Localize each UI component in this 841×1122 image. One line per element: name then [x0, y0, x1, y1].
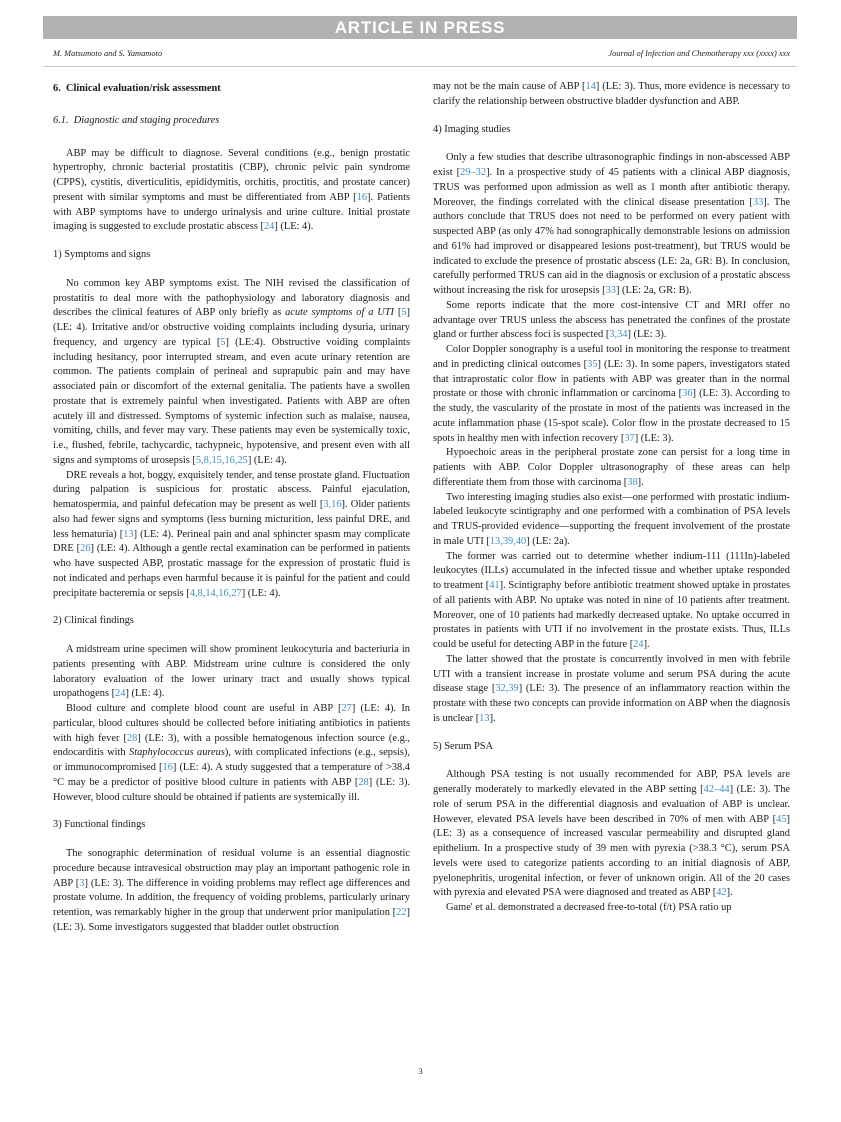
running-head	[53, 49, 790, 58]
article-in-press-banner: ARTICLE IN PRESS	[43, 16, 797, 39]
citation-link[interactable]: 37	[624, 432, 635, 444]
list-heading: 5) Serum PSA	[433, 740, 494, 752]
citation-link[interactable]: 24	[633, 639, 644, 650]
citation-link[interactable]: 45	[776, 813, 787, 825]
header-divider	[43, 66, 797, 67]
paragraph: Hypoechoic areas in the peripheral prostate zone can persist for a long time in patients with ABP. Color Doppler ultrasonography of these areas can help differentiate them from those with carcinoma [38].	[433, 447, 790, 488]
citation-link[interactable]: 24	[263, 221, 275, 233]
subsection-heading: 6.1. Diagnostic and staging procedures	[53, 114, 220, 126]
citation-link[interactable]: 36	[682, 388, 693, 400]
citation-link[interactable]: 14	[585, 81, 596, 92]
citation-link[interactable]: 16	[356, 191, 368, 203]
citation-link[interactable]: 42	[716, 887, 727, 899]
citation-link[interactable]: 5,8,15,16,25	[195, 454, 248, 466]
paragraph: No common key ABP symptoms exist. The NIH revised the classification of prostatitis to deal more with the pathophysiology and laboratory diagnosis and describes the clinical features of ABP only briefly as acute symptoms of a UTI [5] (LE: 4). Irritative and/or obstructive voiding complaints including dysuria, urinary frequency, and urgency are typical [5] (LE:4). Obstructive voiding complaints including hesitancy, poor interrupted stream, and even acute urinary retention are common. The patients complain of perineal and suprapubic pain and may have associated pain or discomfort of the external genitalia. The patients have a swollen prostate that is extremely painful when investigated. Patients with ABP are often acutely ill and distressed. Symptoms of systemic infection such as malaise, nausea, vomiting, chills, and fever may vary. These patients may even be systemically toxic, i.e., flushed, febrile, tachycardic, tachypneic, hypotensive, and present even with all signs and symptoms of urosepsis [5,8,15,16,25] (LE: 4).	[53, 277, 410, 466]
paragraph: Blood culture and complete blood count are useful in ABP [27] (LE: 4). In particular, blood cultures should be collected before initiating antibiotics in patients with high fever [28] (LE: 3), with a possible hematogenous infection source (e.g., endocarditis with Staphylococcus aureus), with complicated infections (e.g., sepsis), or immunocompromised [16] (LE: 4). A study suggested that a temperature of >38.4 °C may be a predictor of positive blood culture in patients with ABP [28] (LE: 3). However, blood culture should be obtained if patients are systemically ill.	[53, 703, 410, 803]
list-heading: 2) Clinical findings	[53, 615, 134, 627]
citation-link[interactable]: 3,34	[609, 329, 628, 341]
list-heading: 4) Imaging studies	[433, 123, 511, 135]
list-heading: 3) Functional findings	[53, 819, 146, 831]
paragraph: Game' et al. demonstrated a decreased free-to-total (f/t) PSA ratio up	[446, 902, 732, 913]
paragraph: DRE reveals a hot, boggy, exquisitely tender, and tense prostate gland. Fluctuation during palpation is suspicious for prostatic abscess. Painful ejaculation, hematospermia, and painful defecation may be present as well [3,16]. Older patients also had fewer signs and symptoms (less burning micturition, less painful DRE, and less hematuria) [13] (LE: 4). Perineal pain and anal sphincter spasm may complicate DRE [26] (LE: 4). Although a gentle rectal examination can be performed in patients who have suspected ABP, prostatic massage for the expression of prostatic fluid is not indicated and perhaps even harmful because it is painful for the patient and could precipitate bacteremia or sepsis [4,8,14,16,27] (LE: 4).	[53, 469, 410, 599]
citation-link[interactable]: 13	[123, 528, 134, 540]
citation-link[interactable]: 29–32	[460, 167, 487, 178]
citation-link[interactable]: 13,39,40	[489, 535, 527, 547]
citation-link[interactable]: 28	[358, 776, 369, 788]
citation-link[interactable]: 28	[126, 732, 138, 744]
citation-link[interactable]: 24	[115, 688, 126, 700]
section-heading: 6. Clinical evaluation/risk assessment	[53, 83, 221, 94]
left-column	[53, 80, 410, 1072]
paragraph: The latter showed that the prostate is concurrently involved in men with febrile UTI with a transient increase in prostate volume and serum PSA during the acute disease stage [32,39] (LE: 3). The presence of an inflammatory reaction within the prostate with these two concepts can provide information on ABP when the diagnosis is unclear [13].	[433, 653, 790, 724]
running-head-journal: Journal of Infection and Chemotherapy xxx (xxxx) xxx	[608, 49, 790, 58]
paragraph-noindent: may not be the main cause of ABP [14] (LE: 3). Thus, more evidence is necessary to clarify the relationship between obstructive bladder dysfunction and ABP.	[433, 81, 790, 107]
citation-link[interactable]: 35	[587, 358, 598, 370]
citation-link[interactable]: 22	[396, 907, 407, 918]
paragraph: Some reports indicate that the more cost-intensive CT and MRI offer no advantage over TRUS unless the abscess has penetrated the confines of the prostate gland or further abscess foci is suspected [3,34] (LE: 3).	[433, 299, 790, 341]
citation-link[interactable]: 26	[80, 543, 91, 555]
paragraph: The sonographic determination of residual volume is an essential diagnostic procedure because intravesical obstruction may play an important pathogenic role in ABP [3] (LE: 3). The difference in voiding problems may reflect age differences and prostate volume. In addition, the frequency of voiding problems, particularly urinary retention, was remarkably higher in the group that underwent prior manipulation [22] (LE: 3). Some investigators suggested that bladder outlet obstruction	[53, 848, 410, 933]
paragraph: Two interesting imaging studies also exist—one performed with prostatic indium-labeled leukocyte scintigraphy and one performed with a combination of PSA levels and TRUS-provided evidence—supporting the frequent involvement of the prostate in male UTI [13,39,40] (LE: 2a).	[433, 491, 790, 547]
article-body	[53, 80, 790, 1072]
citation-link[interactable]: 42–44	[703, 784, 730, 795]
citation-link[interactable]: 33	[605, 285, 616, 296]
italic-text: acute symptoms of a UTI	[285, 307, 395, 319]
running-head-authors: M. Matsumoto and S. Yamamoto	[53, 49, 163, 58]
citation-link[interactable]: 4,8,14,16,27	[189, 587, 242, 599]
citation-link[interactable]: 27	[341, 703, 352, 714]
paragraph: A midstream urine specimen will show prominent leukocyturia and bacteriuria in patients presenting with ABP. Midstream urine culture is considered the only laboratory evaluation of the lower urinary tract and usually shows typical uropathogens [24] (LE: 4).	[53, 644, 410, 700]
right-column	[433, 80, 790, 1072]
citation-link[interactable]: 32,39	[495, 683, 519, 695]
page-number: 3	[418, 1066, 423, 1076]
paragraph: ABP may be difficult to diagnose. Several conditions (e.g., benign prostatic hypertrophy, chronic bacterial prostatitis (CBP), chronic pelvic pain syndrome (CPPS), cystitis, diverticulitis, epididymitis, orchitis, proctitis, and prostate cancer) present with similar symptoms and must be differentiated from ABP [16]. Patients with ABP symptoms have to undergo urinalysis and urine culture. Initial prostate imaging is suggested to exclude prostatic abscess [24] (LE: 4).	[53, 147, 410, 233]
list-heading: 1) Symptoms and signs	[53, 249, 151, 260]
citation-link[interactable]: 38	[627, 476, 638, 488]
paragraph: Only a few studies that describe ultrasonographic findings in non-abscessed ABP exist [29–32]. In a prospective study of 45 patients with a clinical ABP diagnosis, TRUS was performed upon admission as well as 1 month after antibiotic therapy. Moreover, the findings correlated with the clinical disease presentation [33]. The authors conclude that TRUS does not need to be performed on every patient with suspected ABP (as only 47% had sonographically demonstrable lesions on admission and 61% had improved or disappeared lesions post-treatment), but TRUS would be indicated to exclude the presence of prostatic abscess (LE: 2a, GR: B). In conclusion, carefully performed TRUS can aid in the diagnosis or exclusion of a prostatic abscess without increasing the risk for urosepsis [33] (LE: 2a, GR: B).	[433, 152, 790, 296]
paragraph: The former was carried out to determine whether indium-111 (111In)-labeled leukocytes (ILLs) accumulated in the infected tissue and whether uptake responded to treatment [41]. Scintigraphy before antibiotic treatment showed uptake in prostates of all patients with ABP. No uptake was noted in nine of 10 patients after treatment. Moreover, one of 10 patients had markedly decreased uptake. No uptake occurred in prostates in patients with UTI if no involvement in the prostate exists. Thus, ILLs could be useful for detecting ABP in the future [24].	[433, 550, 790, 650]
citation-link[interactable]: 5	[220, 336, 226, 348]
italic-text: Staphylococcus aureus	[129, 747, 225, 759]
citation-link[interactable]: 13	[479, 712, 490, 724]
citation-link[interactable]: 5	[401, 307, 407, 319]
citation-link[interactable]: 41	[489, 580, 500, 591]
citation-link[interactable]: 16	[162, 762, 173, 773]
paragraph: Color Doppler sonography is a useful tool in monitoring the response to treatment and in predicting clinical outcomes [35] (LE: 3). In some papers, investigators stated that intraprostatic color flow in patients with ABP was greater than in the normal prostate or those with chronic inflammation or carcinoma [36] (LE: 3). According to the study, the vascularity of the prostate in most of the patients was increased in the acute inflammation phase (15-spot scale). Color flow in the prostate decreased to 15 spots in healthy men with infection recovery [37] (LE: 3).	[433, 344, 790, 444]
citation-link[interactable]: 3	[79, 877, 85, 889]
citation-link[interactable]: 33	[752, 196, 764, 208]
citation-link[interactable]: 3,16	[323, 499, 342, 510]
paragraph: Although PSA testing is not usually recommended for ABP, PSA levels are generally moderately to markedly elevated in the ABP setting [42–44] (LE: 3). The role of serum PSA in the differential diagnosis and evaluation of ABP is unclear. However, elevated PSA levels have been described in 70% of men with ABP [45] (LE: 3) as a consequence of increased vascular permeability and disrupted gland epithelium. In a prospective study of 39 men with pyrexia (>38.3 °C), serum PSA levels were used to categorize patients according to an initial diagnosis of ABP, pyelonephritis, urogenital infection, or fever of unknown origin. All of the 20 cases with pyrexia and elevated PSA were diagnosed and treated as ABP [42].	[433, 769, 790, 899]
